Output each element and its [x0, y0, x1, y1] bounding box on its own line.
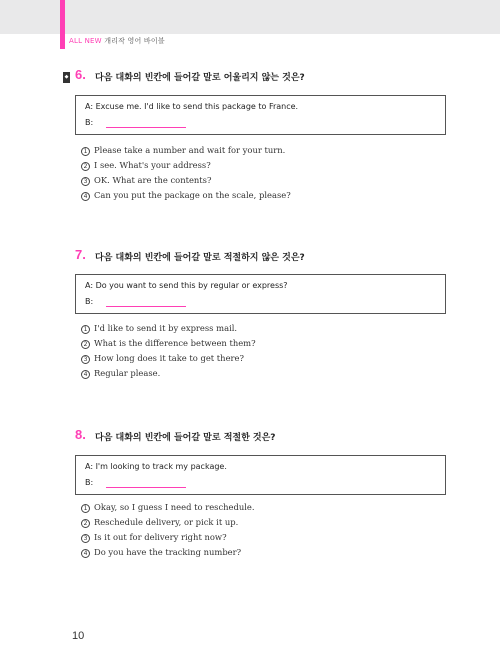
question-heading — [63, 429, 443, 445]
option-4[interactable] — [81, 190, 291, 205]
option-number: 2 — [81, 519, 90, 528]
question-heading — [63, 69, 443, 85]
option-number: 3 — [81, 177, 90, 186]
option-number: 1 — [81, 325, 90, 334]
question-number: 7. — [75, 247, 86, 262]
answer-blank — [106, 487, 186, 488]
option-text: How long does it take to get there? — [94, 353, 244, 363]
dialog-line-a: A: Excuse me. I'd like to send this package to France. — [85, 102, 299, 111]
option-text: Can you put the package on the scale, please? — [94, 190, 291, 200]
option-number: 2 — [81, 340, 90, 349]
dialog-line-a: A: I'm looking to track my package. — [85, 462, 227, 471]
question-8 — [63, 427, 443, 557]
option-1[interactable] — [81, 323, 256, 338]
option-text: Okay, so I guess I need to reschedule. — [94, 502, 255, 512]
options-list — [81, 145, 291, 205]
question-prompt: 다음 대화의 빈칸에 들어갈 말로 어울리지 않는 것은? — [95, 73, 305, 83]
running-header — [69, 36, 165, 46]
answer-blank — [106, 306, 186, 307]
option-text: I see. What's your address? — [94, 160, 211, 170]
answer-blank — [106, 127, 186, 128]
dialog-line-a: A: Do you want to send this by regular or express? — [85, 281, 288, 290]
option-text: Is it out for delivery right now? — [94, 532, 227, 542]
option-number: 3 — [81, 355, 90, 364]
option-4[interactable] — [81, 547, 255, 562]
option-1[interactable] — [81, 145, 291, 160]
option-number: 4 — [81, 370, 90, 379]
option-3[interactable] — [81, 532, 255, 547]
option-number: 1 — [81, 147, 90, 156]
option-text: Regular please. — [94, 368, 161, 378]
header-brand: ALL NEW — [69, 37, 102, 45]
dialog-line-b: B: — [85, 297, 94, 306]
option-number: 2 — [81, 162, 90, 171]
question-7 — [63, 247, 443, 378]
option-text: OK. What are the contents? — [94, 175, 212, 185]
options-list — [81, 323, 256, 383]
option-text: What is the difference between them? — [94, 338, 256, 348]
option-text: Please take a number and wait for your turn. — [94, 145, 286, 155]
option-1[interactable] — [81, 502, 255, 517]
dialog-box — [75, 455, 446, 495]
option-number: 3 — [81, 534, 90, 543]
option-2[interactable] — [81, 160, 291, 175]
question-prompt: 다음 대화의 빈칸에 들어갈 말로 적절하지 않은 것은? — [95, 253, 305, 263]
option-text: I'd like to send it by express mail. — [94, 323, 238, 333]
dialog-line-b: B: — [85, 478, 94, 487]
question-number: 8. — [75, 427, 86, 442]
question-heading — [63, 249, 443, 265]
option-4[interactable] — [81, 368, 256, 383]
dialog-line-b: B: — [85, 118, 94, 127]
question-prompt: 다음 대화의 빈칸에 들어갈 말로 적절한 것은? — [95, 433, 276, 443]
option-3[interactable] — [81, 353, 256, 368]
dialog-box — [75, 274, 446, 314]
question-6 — [63, 67, 443, 200]
option-2[interactable] — [81, 517, 255, 532]
option-text: Do you have the tracking number? — [94, 547, 242, 557]
option-number: 1 — [81, 504, 90, 513]
options-list — [81, 502, 255, 562]
category-tag-icon: ◆ — [63, 72, 70, 83]
option-2[interactable] — [81, 338, 256, 353]
option-number: 4 — [81, 549, 90, 558]
header-title: 개리작 영어 바이블 — [104, 37, 165, 45]
option-text: Reschedule delivery, or pick it up. — [94, 517, 239, 527]
option-3[interactable] — [81, 175, 291, 190]
question-number: 6. — [75, 67, 86, 82]
dialog-box — [75, 95, 446, 135]
accent-bar — [60, 0, 65, 49]
page-number: 10 — [72, 630, 85, 642]
option-number: 4 — [81, 192, 90, 201]
header-band — [0, 0, 500, 34]
